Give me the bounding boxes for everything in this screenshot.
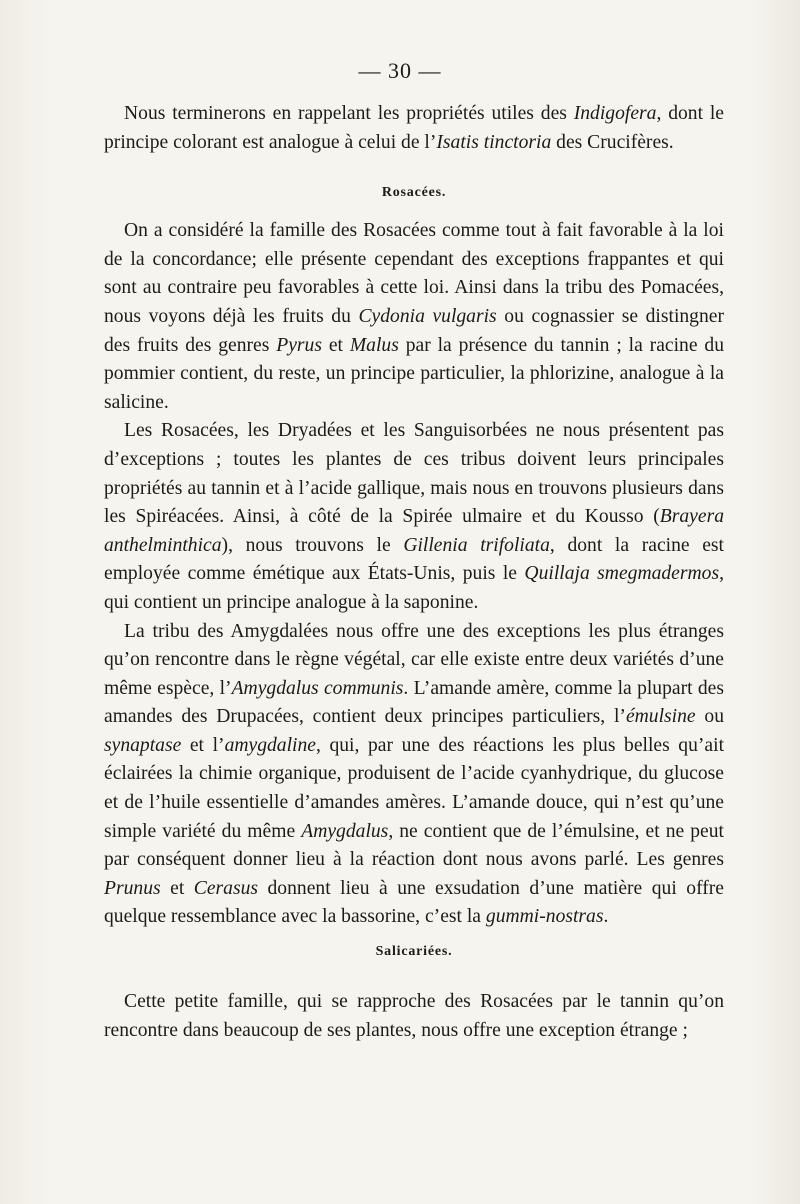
- italic-term: Quillaja smegmadermos: [524, 563, 720, 585]
- text-run: et: [321, 334, 350, 356]
- text-run: ), nous trouvons le: [221, 534, 404, 556]
- text-run: , dont le principe colorant est analogue à celui de l’: [104, 103, 725, 153]
- paragraph: [104, 618, 724, 933]
- text-run: , ne contient que de l’émulsine, et ne peut par conséquent donner lieu à la réaction dont nous avons parlé. Les genres: [104, 820, 724, 871]
- text-run: des Crucifères.: [551, 131, 674, 153]
- italic-term: Isatis tinctoria: [436, 131, 552, 153]
- text-run: par la présence du tannin ; la racine du pommier contient, du reste, un principe particulier, la phlorizine, analogue à la salicine.: [104, 334, 724, 413]
- text-run: .: [603, 906, 609, 928]
- text-run: , qui contient un principe analogue à la saponine.: [104, 563, 724, 613]
- italic-term: amygdaline: [224, 734, 316, 756]
- italic-term: émulsine: [625, 706, 696, 728]
- paragraph: [104, 988, 724, 1045]
- text-run: ou: [695, 706, 724, 728]
- italic-term: Amygdalus communis: [231, 677, 404, 699]
- text-run: , qui, par une des réactions les plus belles qu’ait éclairées la chimie organique, produisent de l’acide cyanhydrique, du glucose et de l’huile essentielle d’amandes amères. L’amande douce, qui n’est qu’une simple variété du même: [104, 734, 725, 842]
- italic-term: Indigofera: [573, 103, 657, 124]
- italic-term: Brayera anthelminthica: [104, 506, 724, 556]
- text-run: , dont la racine est employée comme émétique aux États-Unis, puis le: [104, 534, 724, 585]
- text-run: Les Rosacées, les Dryadées et les Sanguisorbées ne nous présentent pas d’exceptions ; toutes les plantes de ces tribus doivent leurs principales propriétés au tannin et à l’acide gallique, mais nous en trouvons plusieurs dans les Spiréacées. Ainsi, à côté de la Spirée ulmaire et du Kousso (: [104, 420, 724, 528]
- italic-term: synaptase: [104, 734, 182, 756]
- paragraph: [104, 217, 724, 417]
- italic-term: gummi-nostras: [485, 906, 604, 928]
- italic-term: Gillenia trifoliata: [403, 534, 550, 556]
- text-run: . L’amande amère, comme la plupart des amandes des Drupacées, contient deux principes particuliers, l’: [104, 677, 724, 728]
- italic-term: Malus: [349, 334, 399, 356]
- page-body: [104, 100, 724, 1045]
- italic-term: Cydonia vulgaris: [358, 305, 497, 327]
- italic-term: Cerasus: [193, 877, 259, 899]
- paragraph: [104, 100, 724, 157]
- italic-term: Pyrus: [276, 334, 322, 356]
- section-heading-salicariees: Salicariées.: [375, 944, 453, 960]
- italic-term: Amygdalus: [301, 820, 389, 842]
- paragraph: [104, 417, 724, 617]
- text-run: et: [160, 877, 194, 899]
- text-run: La tribu des Amygdalées nous offre une des exceptions les plus étranges qu’on rencontre dans le règne végétal, car elle existe entre deux variétés d’une même espèce, l’: [104, 620, 724, 699]
- italic-term: Prunus: [104, 877, 161, 899]
- section-heading-rosacees: Rosacées.: [381, 185, 447, 201]
- text-run: Cette petite famille, qui se rapproche des Rosacées par le tannin qu’on rencontre dans beaucoup de ses plantes, nous offre une exception étrange ;: [104, 991, 724, 1041]
- text-run: On a considéré la famille des Rosacées comme tout à fait favorable à la loi de la concordance; elle présente cependant des exceptions frappantes et qui sont au contraire peu favorables à cette loi. Ainsi dans la tribu des Pomacées, nous voyons déjà les fruits du: [104, 220, 724, 327]
- page-number: — 30 —: [358, 58, 442, 83]
- text-run: et l’: [181, 734, 225, 756]
- text-run: ou cognassier se distingner des fruits des genres: [104, 305, 724, 356]
- text-run: Nous terminerons en rappelant les propriétés utiles des: [124, 103, 574, 124]
- text-run: donnent lieu à une exsudation d’une matière qui offre quelque ressemblance avec la bassorine, c’est la: [104, 877, 724, 928]
